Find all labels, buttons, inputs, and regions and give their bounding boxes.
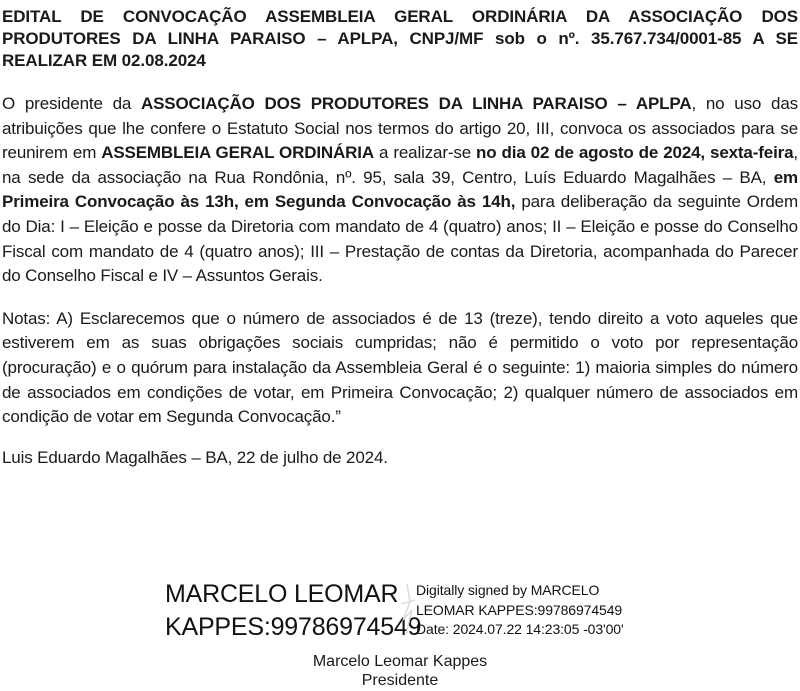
assembly-type: ASSEMBLEIA GERAL ORDINÁRIA <box>101 143 374 163</box>
intro-paragraph <box>2 92 798 289</box>
intro-text-4: , na sede da associação na Rua Rondônia, nº. 95, sala 39, Centro, Luís Eduardo Magalhães – BA, <box>2 143 798 187</box>
association-name: ASSOCIAÇÃO DOS PRODUTORES DA LINHA PARAISO – APLPA <box>140 94 692 113</box>
signature-details-line-2: LEOMAR KAPPES:99786974549 <box>416 601 623 618</box>
document-title: EDITAL DE CONVOCAÇÃO ASSEMBLEIA GERAL ORDINÁRIA DA ASSOCIAÇÃO DOS PRODUTORES DA LINHA PARAISO – APLPA, CNPJ/MF sob o nº. 35.767.734/0001-85 A SE REALIZAR EM 02.08.2024 <box>2 7 798 70</box>
signer-block <box>250 652 550 690</box>
convocation-times: em Primeira Convocação às 13h, em Segunda Convocação às 14h, <box>2 167 798 212</box>
signer-role: Presidente <box>361 672 439 689</box>
signature-name-line-1: MARCELO LEOMAR <box>165 580 399 608</box>
signature-date: Date: 2024.07.22 14:23:05 -03'00' <box>416 621 624 637</box>
intro-text-2: , no uso das atribuições que lhe confere o Estatuto Social nos termos do artigo 20, III, convoca os associados para se reunirem em <box>2 94 798 163</box>
meeting-date: no dia 02 de agosto de 2024, sexta-feira <box>476 143 794 163</box>
signature-name-line-2: KAPPES:99786974549 <box>165 613 422 641</box>
signature-name <box>165 578 421 644</box>
digital-signature-block <box>165 578 685 640</box>
intro-text-5: para deliberação da seguinte Ordem do Dia: I – Eleição e posse da Diretoria com mandato de 4 (quatro) anos; II – Eleição e posse do Conselho Fiscal com mandato de 4 (quatro anos); III – Prestação de contas da Diretoria, acompanhada do Parecer do Conselho Fiscal e IV – Assuntos Gerais. <box>2 192 798 286</box>
intro-text-3: a realizar-se <box>374 143 477 163</box>
signature-details-line-1: Digitally signed by MARCELO <box>416 582 600 598</box>
intro-text-1: O presidente da <box>2 94 141 113</box>
place-date: Luis Eduardo Magalhães – BA, 22 de julho de 2024. <box>2 447 388 467</box>
signature-details <box>416 581 624 640</box>
notes-paragraph: Notas: A) Esclarecemos que o número de associados é de 13 (treze), tendo direito a voto aqueles que estiverem em as suas obrigações sociais cumpridas; não é permitido o voto por representação (procuração) e o quórum para instalação da Assembleia Geral é o seguinte: 1) maioria simples do número de associados em condições de votar, em Primeira Convocação; 2) qualquer número de associados em condição de votar em Segunda Convocação.” <box>2 308 798 427</box>
signer-name: Marcelo Leomar Kappes <box>312 653 488 670</box>
